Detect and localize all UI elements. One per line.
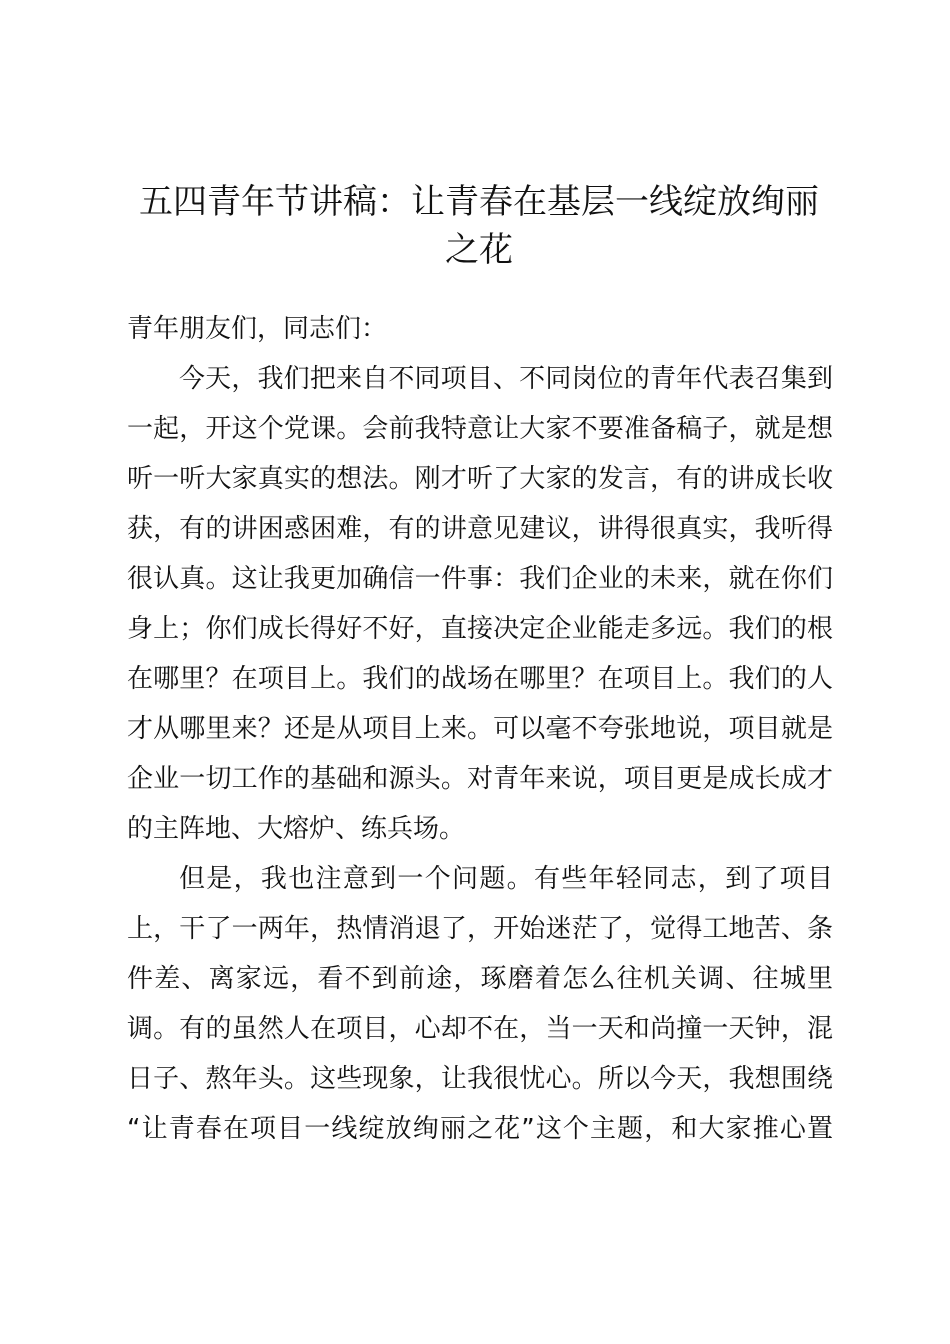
- title-line-2: 之花: [445, 230, 513, 270]
- document-body: [127, 304, 833, 1154]
- text-line: 件差、离家远，看不到前途，琢磨着怎么往机关调、往城里: [127, 964, 833, 994]
- text-line: 听一听大家真实的想法。刚才听了大家的发言，有的讲成长收: [127, 464, 833, 494]
- document-title: [120, 178, 838, 274]
- text-line: 才从哪里来？还是从项目上来。可以毫不夸张地说，项目就是: [127, 714, 833, 744]
- paragraph-2: [127, 854, 833, 1154]
- text-line: 上，干了一两年，热情消退了，开始迷茫了，觉得工地苦、条: [127, 914, 833, 944]
- text-line: 在哪里？在项目上。我们的战场在哪里？在项目上。我们的人: [127, 664, 833, 694]
- text-line: 企业一切工作的基础和源头。对青年来说，项目更是成长成才: [127, 764, 833, 794]
- paragraph-1: [127, 354, 833, 854]
- text-line: 日子、熬年头。这些现象，让我很忧心。所以今天，我想围绕: [127, 1064, 833, 1094]
- text-line: “让青春在项目一线绽放绚丽之花”这个主题，和大家推心置: [127, 1114, 833, 1144]
- text-line: 获，有的讲困惑困难，有的讲意见建议，讲得很真实，我听得: [127, 514, 833, 544]
- text-line: 的主阵地、大熔炉、练兵场。: [127, 814, 466, 844]
- text-line: 身上；你们成长得好不好，直接决定企业能走多远。我们的根: [127, 614, 833, 644]
- title-line-1: 五四青年节讲稿：让青春在基层一线绽放绚丽: [139, 182, 819, 222]
- salutation: 青年朋友们，同志们：: [127, 314, 388, 344]
- text-line: 但是，我也注意到一个问题。有些年轻同志，到了项目: [179, 864, 833, 894]
- text-line: 今天，我们把来自不同项目、不同岗位的青年代表召集到: [179, 364, 833, 394]
- text-line: 调。有的虽然人在项目，心却不在，当一天和尚撞一天钟，混: [127, 1014, 833, 1044]
- text-line: 一起，开这个党课。会前我特意让大家不要准备稿子，就是想: [127, 414, 833, 444]
- text-line: 很认真。这让我更加确信一件事：我们企业的未来，就在你们: [127, 564, 833, 594]
